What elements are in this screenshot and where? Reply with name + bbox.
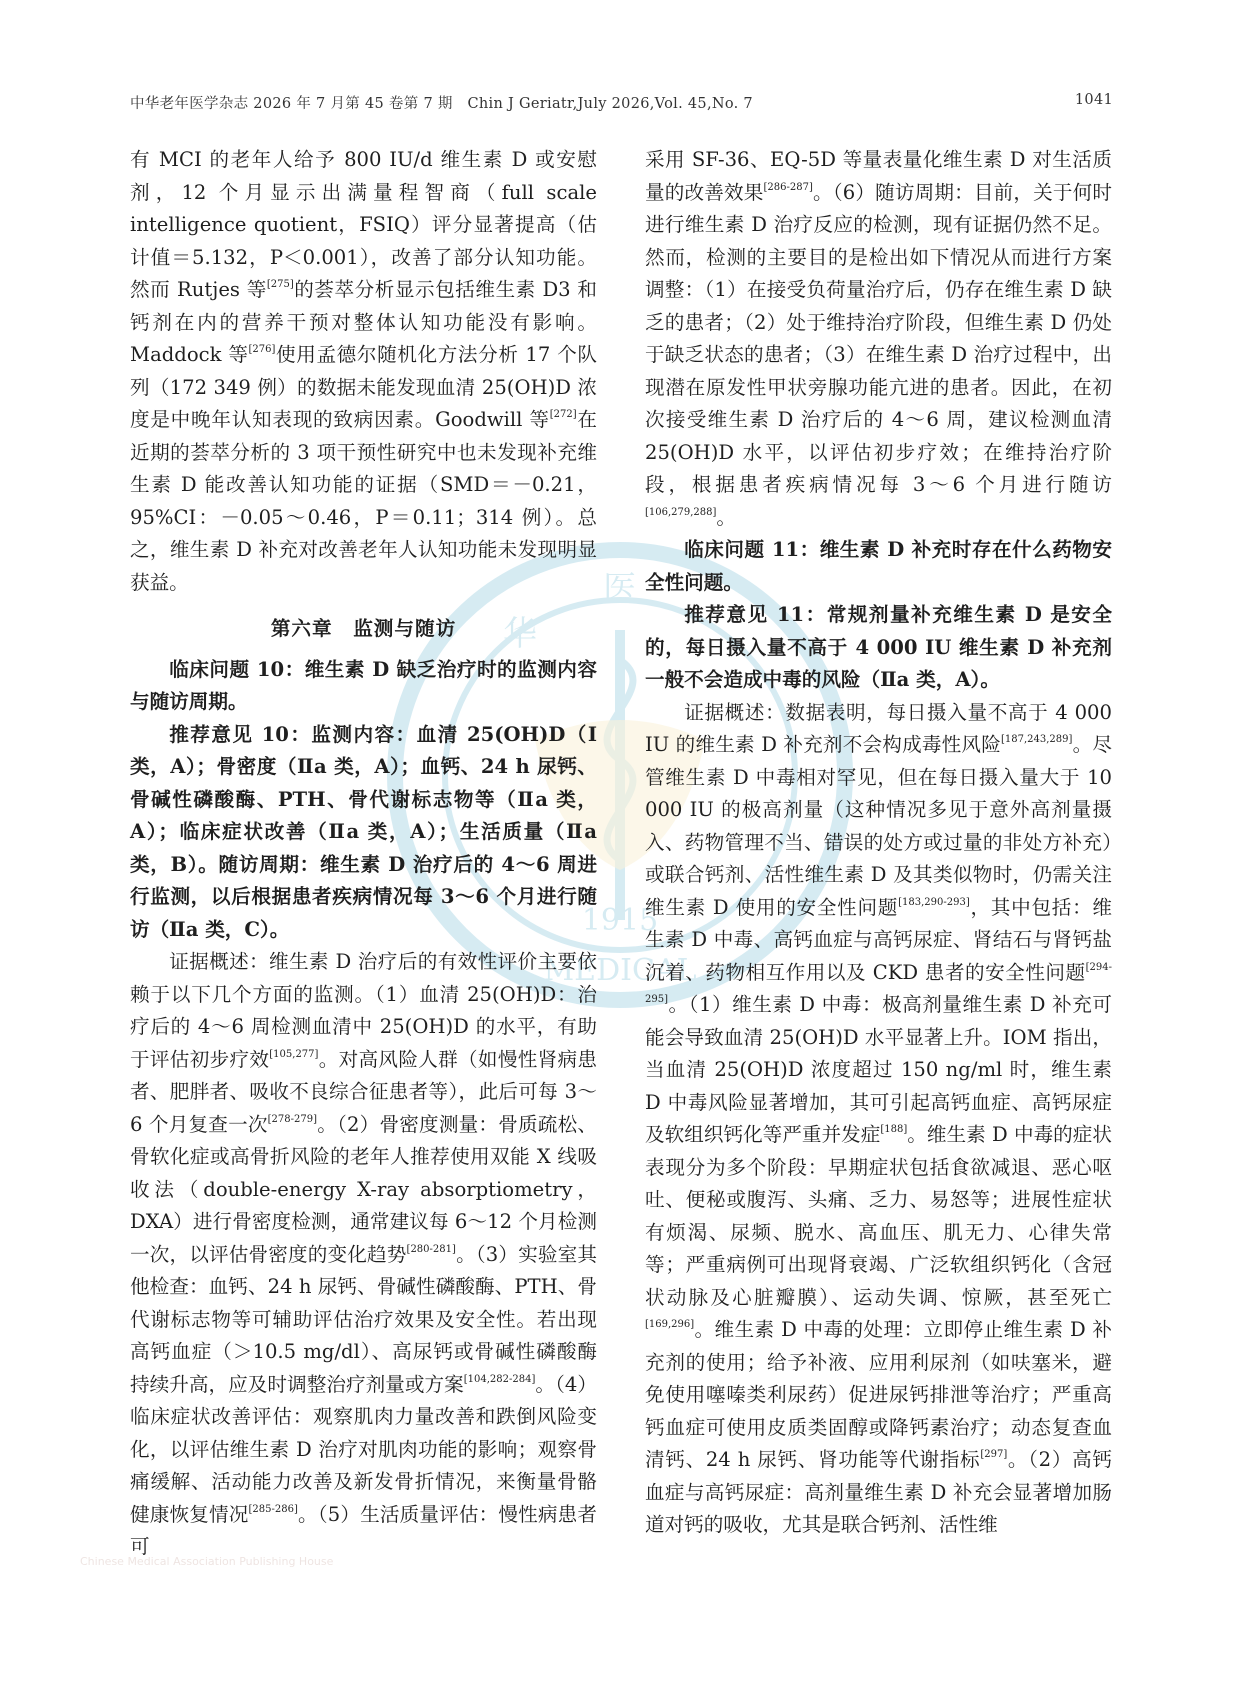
citation: [106,279,288] (645, 506, 717, 518)
citation: [297] (980, 1449, 1008, 1460)
evidence-summary-10: 证据概述：维生素 D 治疗后的有效性评价主要依赖于以下几个方面的监测。（1）血清 25(OH)D：治疗后的 4～6 周检测血清中 25(OH)D 的水平，有助于评估初步疗效[105,277]。对高风险人群（如慢性肾病患者、肥胖者、吸收不良综合征患者等），此后可每 3～6 个月复查一次[278-279]。（2）骨密度测量：骨质疏松、骨软化症或高骨折风险的老年人推荐使用双能 X 线吸收法（double-energy X-ray absorptiometry，DXA）进行骨密度检测，通常建议每 6～12 个月检测一次，以评估骨密度的变化趋势[280-281]。（3）实验室其他检查：血钙、24 h 尿钙、骨碱性磷酸酶、PTH、骨代谢标志物等可辅助评估治疗效果及安全性。若出现高钙血症（＞10.5 mg/dl）、高尿钙或骨碱性磷酸酶持续升高，应及时调整治疗剂量或方案[104,282-284]。（4）临床症状改善评估：观察肌肉力量改善和跌倒风险变化，以评估维生素 D 治疗对肌肉功能的影响；观察骨痛缓解、活动能力改善及新发骨折情况，来衡量骨骼健康恢复情况[285-286]。（5）生活质量评估：慢性病患者可 (130, 950, 598, 1558)
journal-citation: 中华老年医学杂志 2026 年 7 月第 45 卷第 7 期 Chin J Geriatr,July 2026,Vol. 45,No. 7 (130, 96, 753, 112)
citation: [188] (880, 1124, 908, 1135)
right-column (645, 144, 1112, 1542)
seal-year: 1915 (581, 903, 659, 938)
seal-char-top: 医 (603, 569, 637, 609)
citation: [272] (549, 409, 577, 420)
page-number: 1041 (1074, 92, 1113, 108)
seal-ring-text: MEDICAL (543, 953, 697, 988)
seal-char-left: 华 (503, 614, 537, 654)
citation: [276] (248, 344, 276, 355)
citation: [104,282-284] (463, 1373, 536, 1385)
citation: [280-281] (406, 1243, 456, 1255)
citation: [275] (266, 279, 294, 290)
clinical-question-11: 临床问题 11：维生素 D 补充时存在什么药物安全性问题。 (645, 538, 1112, 594)
running-header (130, 92, 1113, 113)
clinical-question-10: 临床问题 10：维生素 D 缺乏治疗时的监测内容与随访周期。 (130, 657, 597, 713)
publisher-logo: Chinese Medical Association Publishing House (80, 1555, 334, 1568)
citation: [105,277] (269, 1048, 319, 1060)
evidence-summary-11: 证据概述：数据表明，每日摄入量不高于 4 000 IU 的维生素 D 补充剂不会构成毒性风险[187,243,289]。尽管维生素 D 中毒相对罕见，但在每日摄入量大于 10 000 IU 的极高剂量（这种情况多见于意外高剂量摄入、药物管理不当、错误的处方或过量的非处方补充）或联合钙剂、活性维生素 D 及其类似物时，仍需关注维生素 D 使用的安全性问题[183,290-293]，其中包括：维生素 D 中毒、高钙血症与高钙尿症、肾结石与肾钙盐沉着、药物相互作用以及 CKD 患者的安全性问题[294-295]。（1）维生素 D 中毒：极高剂量维生素 D 补充可能会导致血清 25(OH)D 水平显著上升。IOM 指出，当血清 25(OH)D 浓度超过 150 ng/ml 时，维生素 D 中毒风险显著增加，其可引起高钙血症、高钙尿症及软组织钙化等严重并发症[188]。维生素 D 中毒的症状表现分为多个阶段：早期症状包括食欲减退、恶心呕吐、便秘或腹泻、头痛、乏力、易怒等；进展性症状有烦渴、尿频、脱水、高血压、肌无力、心律失常等；严重病例可出现肾衰竭、广泛软组织钙化（含冠状动脉及心脏瓣膜）、运动失调、惊厥，甚至死亡[169,296]。维生素 D 中毒的处理：立即停止维生素 D 补充剂的使用；给予补液、应用利尿剂（如呋塞米，避免使用噻嗪类利尿药）促进尿钙排泄等治疗；严重高钙血症可使用皮质类固醇或降钙素治疗；动态复查血清钙、24 h 尿钙、肾功能等代谢指标[297]。（2）高钙血症与高钙尿症：高剂量维生素 D 补充会显著增加肠道对钙的吸收，尤其是联合钙剂、活性维 (645, 700, 1113, 1536)
paragraph-cognition: 有 MCI 的老年人给予 800 IU/d 维生素 D 或安慰剂，12 个月显示出满量程智商（full scale intelligence quotient，FSIQ）评分显著提高（估计值＝5.132，P＜0.001），改善了部分认知功能。然而 Rutjes 等[275]的荟萃分析显示包括维生素 D3 和钙剂在内的营养干预对整体认知功能没有影响。Maddock 等[276]使用孟德尔随机化方法分析 17 个队列（172 349 例）的数据未能发现血清 25(OH)D 浓度是中晚年认知表现的致病因素。Goodwill 等[272]在近期的荟萃分析的 3 项干预性研究中也未发现补充维生素 D 能改善认知功能的证据（SMD＝－0.21，95%CI：－0.05～0.46，P＝0.11；314 例）。总之，维生素 D 补充对改善老年人认知功能未发现明显获益。 (130, 148, 597, 594)
citation: [294-295] (645, 961, 1112, 1005)
citation: [285-286] (248, 1503, 298, 1515)
citation: [187,243,289] (1001, 734, 1073, 745)
citation: [169,296] (645, 1319, 695, 1330)
recommendation-10: 推荐意见 10：监测内容：血清 25(OH)D（Ⅰ类，A）；骨密度（Ⅱa 类，A）；血钙、24 h 尿钙、骨碱性磷酸酶、PTH、骨代谢标志物等（Ⅱa 类，A）；临床症状改善（Ⅱa 类，A）；生活质量（Ⅱa 类，B）。随访周期：维生素 D 治疗后的 4～6 周进行监测，以后根据患者疾病情况每 3～6 个月进行随访（Ⅱa 类，C）。 (130, 722, 597, 941)
citation: [286-287] (763, 181, 813, 193)
citation: [278-279] (267, 1113, 318, 1125)
chapter-heading: 第六章 监测与随访 (270, 617, 457, 640)
citation: [183,290-293] (898, 896, 970, 908)
paragraph-followup: 采用 SF-36、EQ-5D 等量表量化维生素 D 对生活质量的改善效果[286-287]。（6）随访周期：目前，关于何时进行维生素 D 治疗反应的检测，现有证据仍然不足。然而，检测的主要目的是检出如下情况从而进行方案调整：（1）在接受负荷量治疗后，仍存在维生素 D 缺乏的患者；（2）处于维持治疗阶段，但维生素 D 仍处于缺乏状态的患者；（3）在维生素 D 治疗过程中，出现潜在原发性甲状旁腺功能亢进的患者。因此，在初次接受维生素 D 治疗后的 4～6 周，建议检测血清 25(OH)D 水平，以评估初步疗效；在维持治疗阶段，根据患者疾病情况每 3～6 个月进行随访[106,279,288]。 (645, 148, 1113, 529)
recommendation-11: 推荐意见 11：常规剂量补充维生素 D 是安全的，每日摄入量不高于 4 000 IU 维生素 D 补充剂一般不会造成中毒的风险（Ⅱa 类，A）。 (645, 603, 1112, 691)
left-column (130, 144, 597, 1564)
